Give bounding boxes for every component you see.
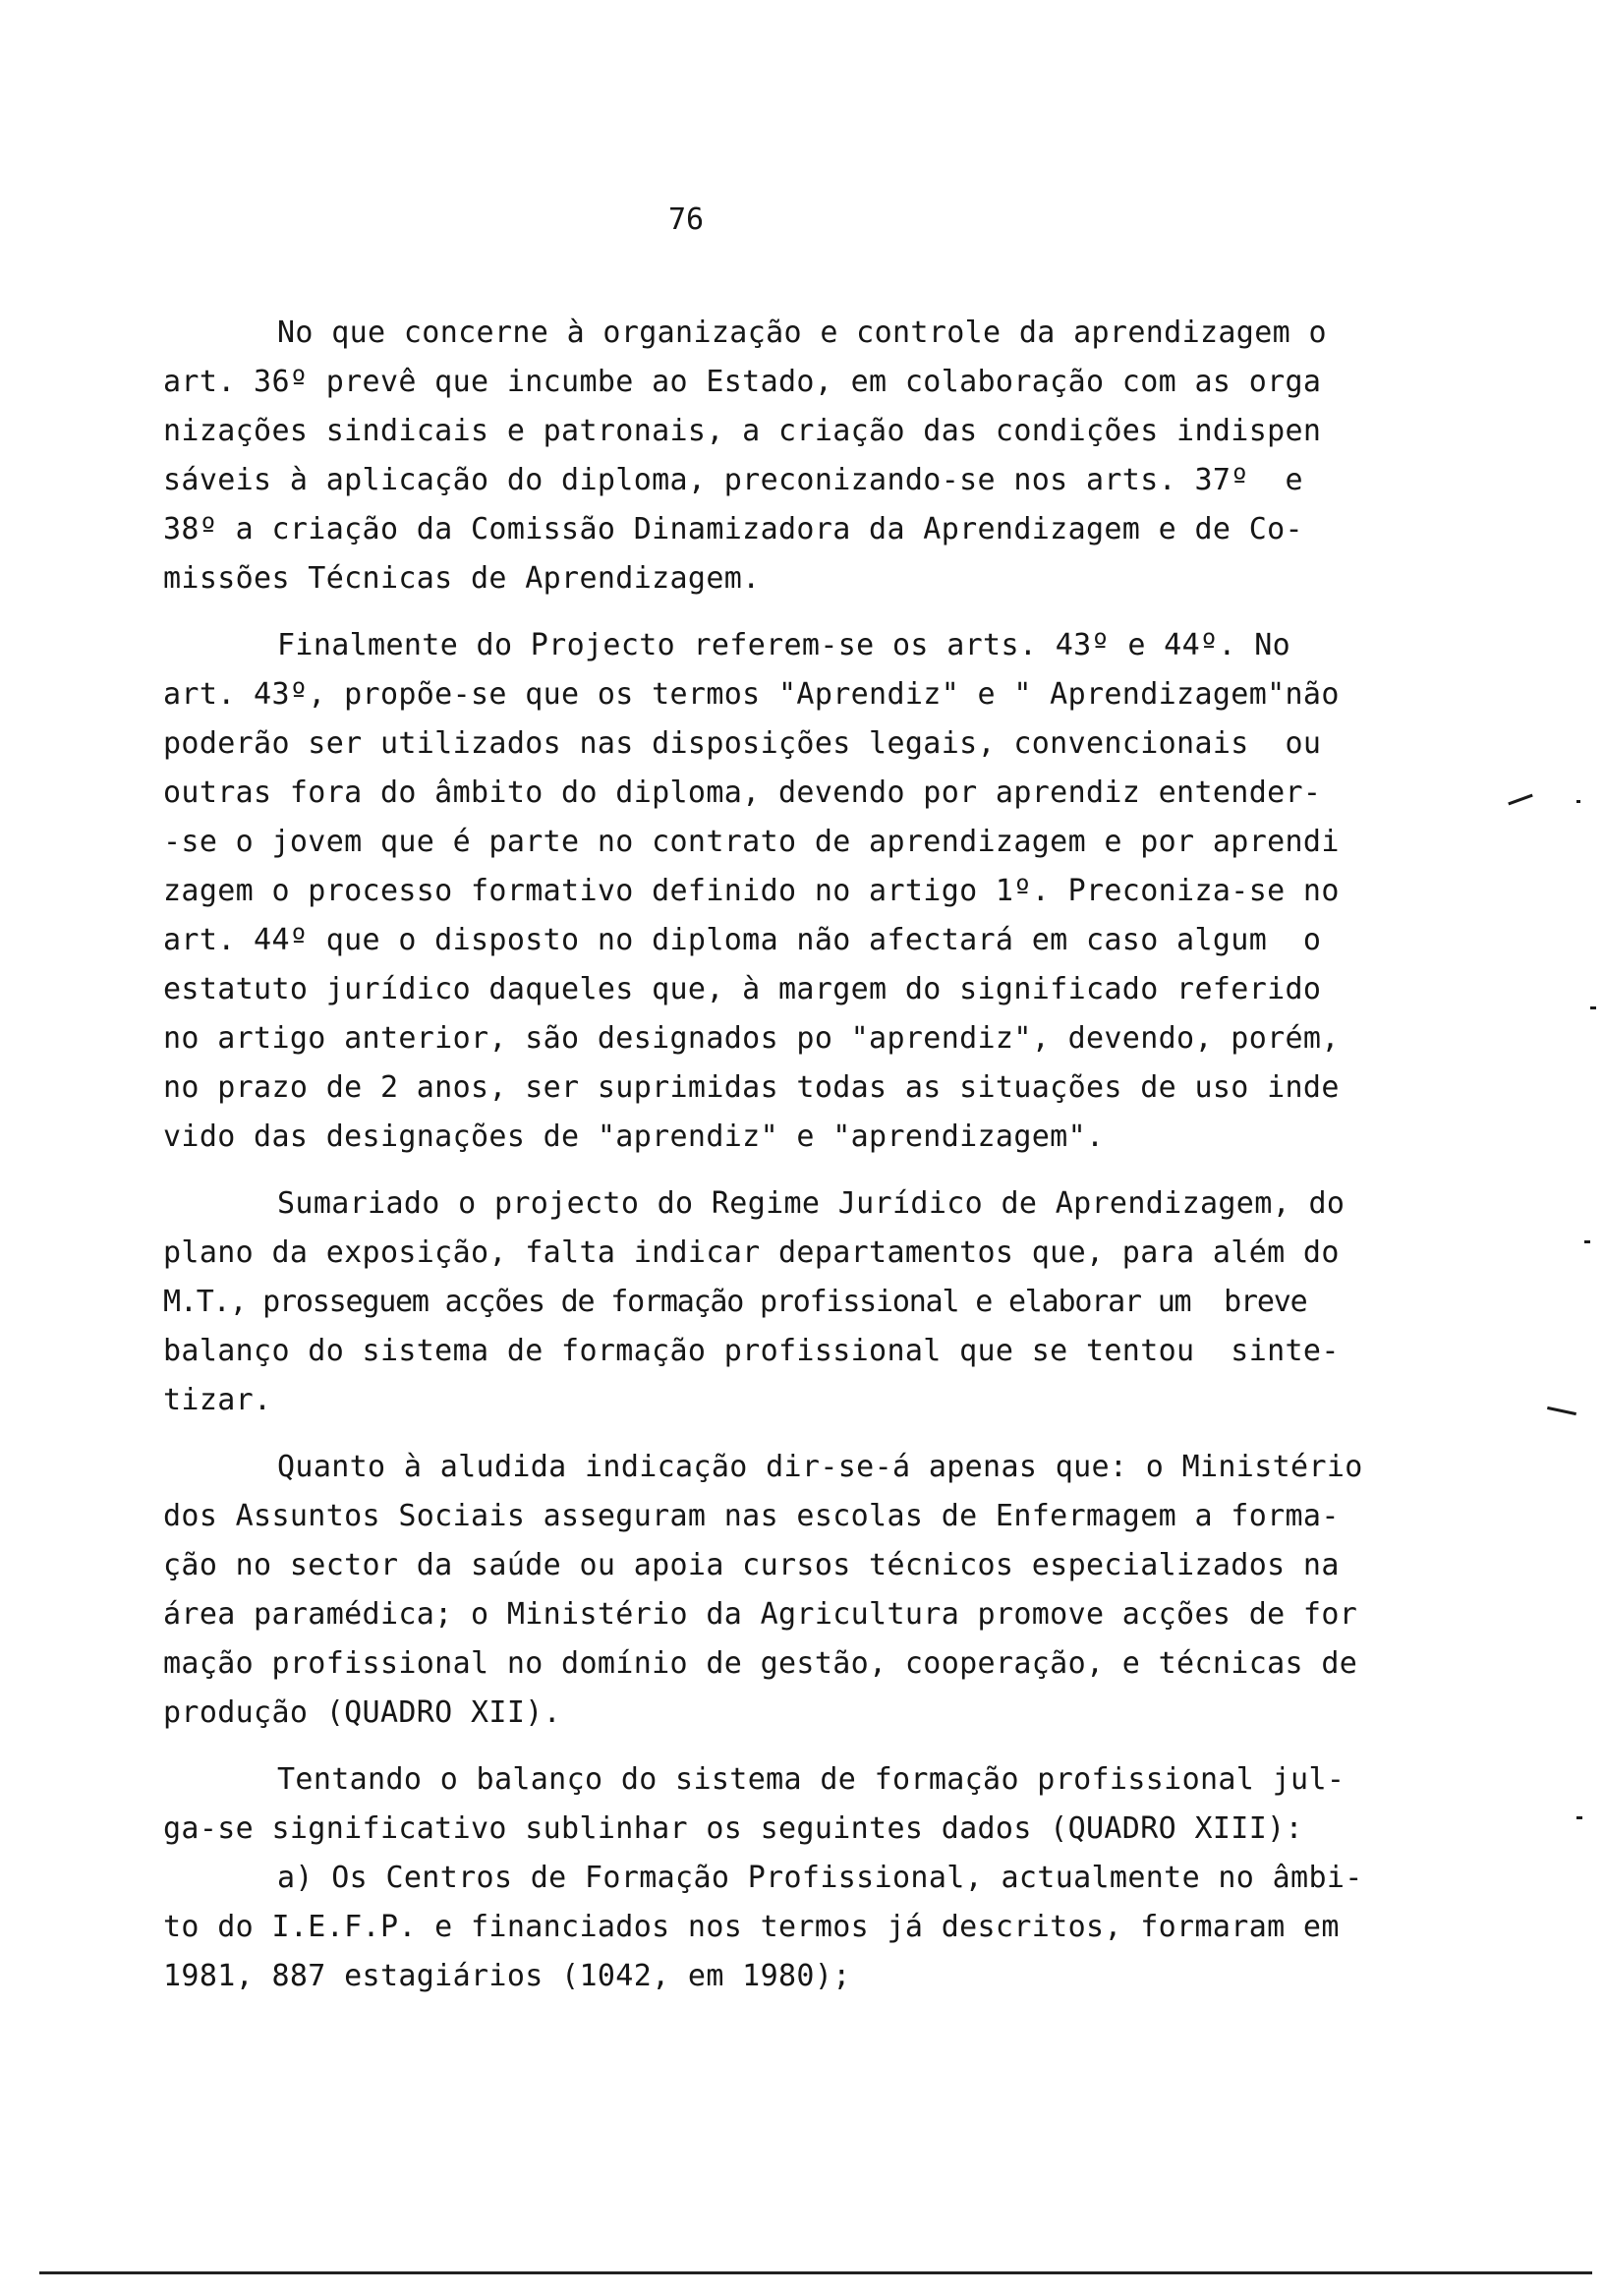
scan-mark: [1547, 1406, 1576, 1415]
text-line: tizar.: [163, 1383, 272, 1417]
text-line: M.T., prosseguem acções de formação profissional e elaborar um breve: [163, 1285, 1307, 1319]
text-line: 38º a criação da Comissão Dinamizadora da Aprendizagem e de Co-: [163, 512, 1303, 546]
text-line: art. 44º que o disposto no diploma não afectará em caso algum o: [163, 923, 1322, 957]
scan-mark: [1576, 800, 1580, 803]
scan-mark: [1590, 1006, 1596, 1009]
text-line: vido das designações de "aprendiz" e "aprendizagem".: [163, 1119, 1105, 1154]
text-line: art. 36º prevê que incumbe ao Estado, em colaboração com as orga: [163, 365, 1322, 399]
text-line: mação profissional no domínio de gestão, cooperação, e técnicas de: [163, 1646, 1358, 1681]
page-number: 76: [668, 202, 705, 237]
footer-rule: [39, 2271, 1592, 2274]
text-line: Tentando o balanço do sistema de formação profissional jul-: [277, 1762, 1346, 1797]
text-line: outras fora do âmbito do diploma, devendo por aprendiz entender-: [163, 775, 1322, 810]
text-line: Quanto à aludida indicação dir-se-á apenas que: o Ministério: [277, 1450, 1363, 1484]
text-line: to do I.E.F.P. e financiados nos termos já descritos, formaram em: [163, 1910, 1340, 1944]
text-line: dos Assuntos Sociais asseguram nas escolas de Enfermagem a forma-: [163, 1499, 1340, 1533]
text-line: área paramédica; o Ministério da Agricultura promove acções de for: [163, 1597, 1358, 1632]
text-line: art. 43º, propõe-se que os termos "Aprendiz" e " Aprendizagem"não: [163, 677, 1340, 712]
text-line: a) Os Centros de Formação Profissional, actualmente no âmbi-: [277, 1861, 1363, 1895]
text-line: nizações sindicais e patronais, a criação das condições indispen: [163, 414, 1322, 448]
text-line: Finalmente do Projecto referem-se os arts. 43º e 44º. No: [277, 628, 1291, 662]
text-line: poderão ser utilizados nas disposições legais, convencionais ou: [163, 726, 1322, 761]
text-line: 1981, 887 estagiários (1042, em 1980);: [163, 1959, 851, 1993]
text-line: plano da exposição, falta indicar departamentos que, para além do: [163, 1235, 1340, 1270]
scan-mark: [1508, 794, 1532, 806]
scan-mark: [1576, 1816, 1582, 1819]
text-line: Sumariado o projecto do Regime Jurídico de Aprendizagem, do: [277, 1186, 1346, 1221]
text-line: sáveis à aplicação do diploma, preconizando-se nos arts. 37º e: [163, 463, 1303, 497]
text-line: No que concerne à organização e controle da aprendizagem o: [277, 316, 1327, 350]
text-line: estatuto jurídico daqueles que, à margem do significado referido: [163, 972, 1322, 1006]
text-line: balanço do sistema de formação profissional que se tentou sinte-: [163, 1334, 1340, 1368]
scan-mark: [1584, 1240, 1590, 1243]
text-line: -se o jovem que é parte no contrato de aprendizagem e por aprendi: [163, 825, 1340, 859]
text-line: no prazo de 2 anos, ser suprimidas todas as situações de uso inde: [163, 1070, 1340, 1105]
text-line: missões Técnicas de Aprendizagem.: [163, 561, 761, 596]
text-line: ção no sector da saúde ou apoia cursos técnicos especializados na: [163, 1548, 1340, 1582]
text-line: no artigo anterior, são designados po "aprendiz", devendo, porém,: [163, 1021, 1340, 1056]
text-line: ga-se significativo sublinhar os seguintes dados (QUADRO XIII):: [163, 1811, 1303, 1846]
text-line: produção (QUADRO XII).: [163, 1695, 562, 1730]
text-line: zagem o processo formativo definido no artigo 1º. Preconiza-se no: [163, 874, 1340, 908]
